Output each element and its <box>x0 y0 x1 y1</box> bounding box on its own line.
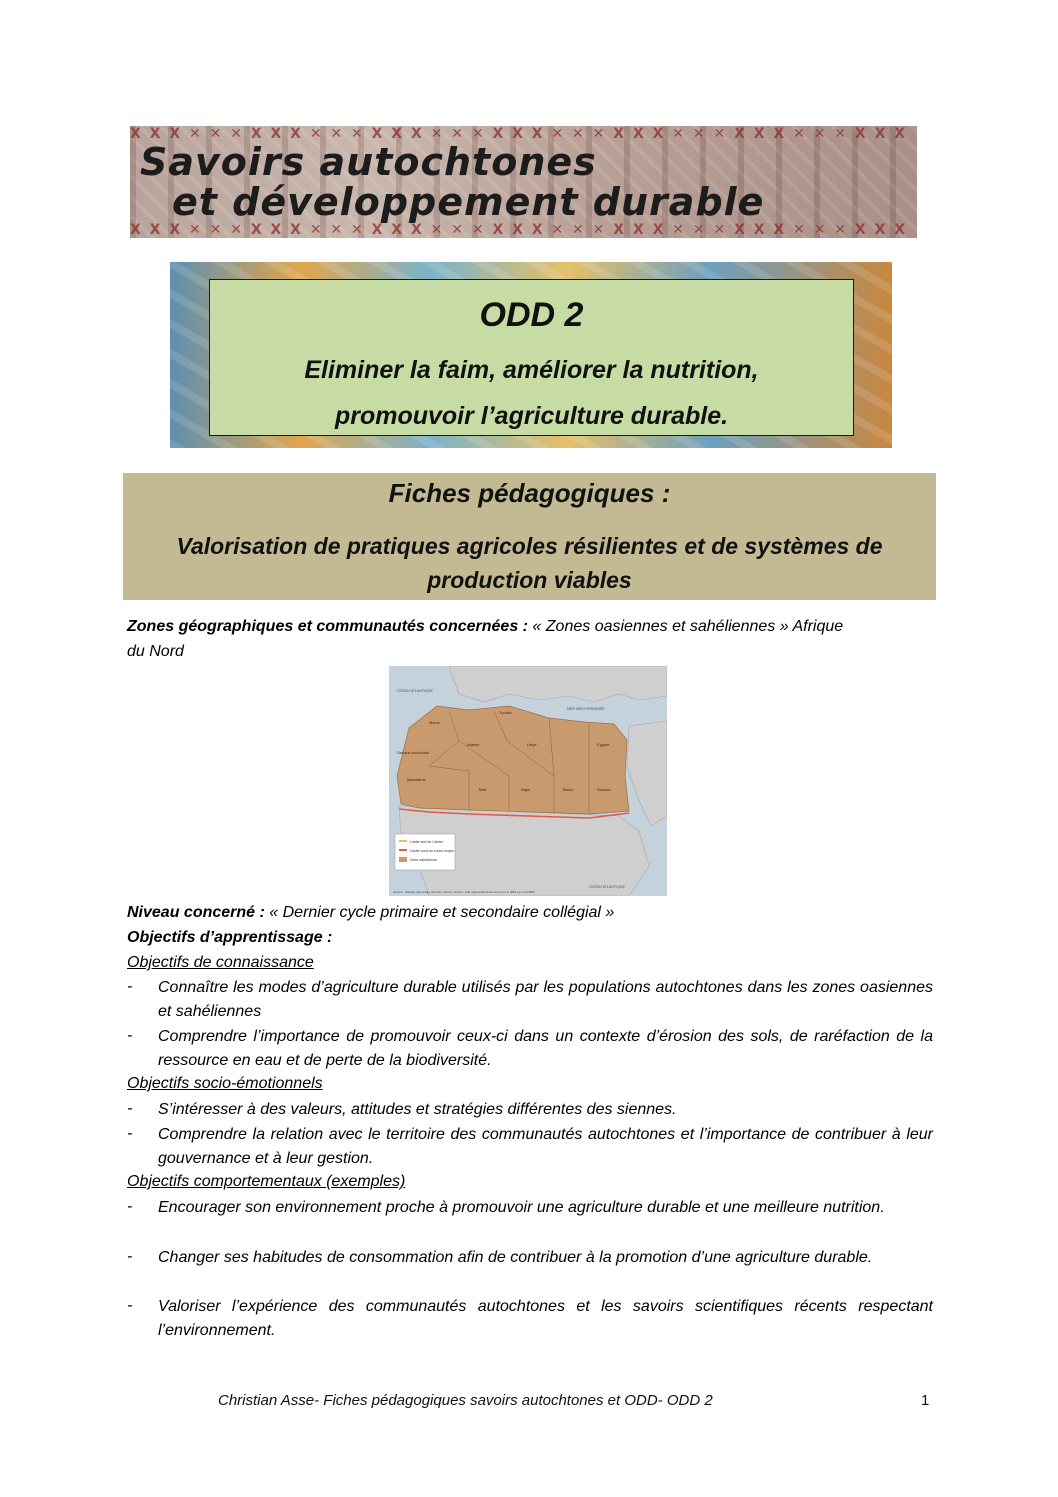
map-label-soudan: Soudan <box>597 787 611 792</box>
map-graphic <box>389 666 667 896</box>
map-label-niger: Niger <box>521 787 531 792</box>
fiches-subtitle-line2: production viables <box>427 567 632 593</box>
page-number: 1 <box>921 1392 930 1409</box>
zones-line2: du Nord <box>127 643 184 660</box>
bullet-marker: - <box>127 978 133 995</box>
map-legend-3: Zone saharienne <box>410 858 437 862</box>
odd-subtitle-line1: Eliminer la faim, améliorer la nutrition, <box>304 356 759 384</box>
map-legend-1: Limite sud de l'olivier <box>410 840 444 844</box>
comportement-item-2: Changer ses habitudes de consommation afin de contribuer à la promotion d’une agriculture durable. <box>158 1249 873 1266</box>
map-legend-mark3 <box>399 857 407 862</box>
map-sea-label: MER MÉDITERRANÉE <box>567 707 605 711</box>
comportement-item-1: Encourager son environnement proche à promouvoir une agriculture durable et une meilleure nutrition. <box>158 1199 885 1216</box>
map-ocean-label-bottom: OCÉAN ATLANTIQUE <box>589 885 625 889</box>
socio-item-1: S’intéresser à des valeurs, attitudes et stratégies différentes des siennes. <box>158 1101 677 1118</box>
connaissance-item-1: Connaître les modes d’agriculture durable utilisés par les populations autochtones dans les zones oasiennes et sahéliennes <box>158 979 933 1020</box>
banner-pattern-top: X X X ✕ ✕ ✕ X X X ✕ ✕ ✕ X X X ✕ ✕ ✕ X X X ✕ ✕ ✕ X X X ✕ ✕ ✕ X X X ✕ ✕ ✕ X X X <box>130 126 908 142</box>
map-label-sahara-occidental: Sahara occidental <box>397 750 430 755</box>
odd-subtitle-line2: promouvoir l’agriculture durable. <box>334 402 729 430</box>
bullet-marker: - <box>127 1297 133 1314</box>
socio-heading: Objectifs socio-émotionnels <box>127 1075 323 1092</box>
map-source: Source : d'après Capot-Rey, Dresch, Gautier, Golzet - http://geoconfluences.ens-lyon.fr, ENS Lyon (CNDP) <box>393 890 535 894</box>
connaissance-item-2: Comprendre l’importance de promouvoir ceux-ci dans un contexte d’érosion des sols, de raréfaction de la ressource en eau et de perte de la biodiversité. <box>158 1028 933 1069</box>
connaissance-heading: Objectifs de connaissance <box>127 954 314 971</box>
banner-pattern-bottom: X X X ✕ ✕ ✕ X X X ✕ ✕ ✕ X X X ✕ ✕ ✕ X X X ✕ ✕ ✕ X X X ✕ ✕ ✕ X X X ✕ ✕ ✕ X X X <box>130 222 908 238</box>
comportement-heading: Objectifs comportementaux (exemples) <box>127 1173 406 1190</box>
bullet-marker: - <box>127 1027 133 1044</box>
bullet-marker: - <box>127 1198 133 1215</box>
odd-title: ODD 2 <box>479 296 584 334</box>
niveau-value: « Dernier cycle primaire et secondaire collégial » <box>264 904 615 921</box>
bullet-marker: - <box>127 1248 133 1265</box>
map-europe <box>449 666 667 702</box>
fiches-subtitle-line1: Valorisation de pratiques agricoles résilientes et de systèmes de <box>176 533 883 559</box>
map-label-mali: Mali <box>479 787 487 792</box>
banner-title-line1: Savoirs autochtones <box>140 140 597 184</box>
fiches-header <box>123 473 936 600</box>
comportement-item-3: Valoriser l’expérience des communautés autochtones et les savoirs scientifiques récents respectant l’environnement. <box>158 1298 933 1339</box>
odd-banner <box>170 262 892 448</box>
niveau-line <box>127 904 932 922</box>
odd-title-box <box>209 279 854 436</box>
map-legend-2: Limite nord du cours moyen <box>410 849 455 853</box>
niveau-label: Niveau concerné : <box>127 904 265 921</box>
north-africa-map <box>389 666 667 896</box>
map-label-egypte: Égypte <box>597 742 610 747</box>
zones-value: « Zones oasiennes et sahéliennes » Afrique <box>527 618 844 635</box>
map-label-libye: Libye <box>527 742 537 747</box>
map-label-tunisie: Tunisie <box>499 710 512 715</box>
banner-title-line2: et développement durable <box>172 180 765 224</box>
map-label-maroc: Maroc <box>429 720 441 725</box>
objectifs-heading: Objectifs d’apprentissage : <box>127 929 333 946</box>
zones-label: Zones géographiques et communautés concernées : <box>127 618 528 635</box>
fiches-title: Fiches pédagogiques : <box>388 478 671 508</box>
socio-item-2: Comprendre la relation avec le territoire des communautés autochtones et l’importance de contribuer à leur gouvernance et à leur gestion. <box>158 1126 933 1167</box>
header-banner <box>130 126 917 238</box>
map-label-algerie: Algérie <box>467 742 480 747</box>
map-label-mauritanie: Mauritanie <box>407 777 426 782</box>
map-ocean-label: OCÉAN ATLANTIQUE <box>397 689 433 693</box>
map-label-tchad: Tchad <box>562 787 573 792</box>
bullet-marker: - <box>127 1125 133 1142</box>
bullet-marker: - <box>127 1100 133 1117</box>
zones-line1 <box>127 618 932 636</box>
footer-text: Christian Asse- Fiches pédagogiques savoirs autochtones et ODD- ODD 2 <box>218 1392 713 1409</box>
